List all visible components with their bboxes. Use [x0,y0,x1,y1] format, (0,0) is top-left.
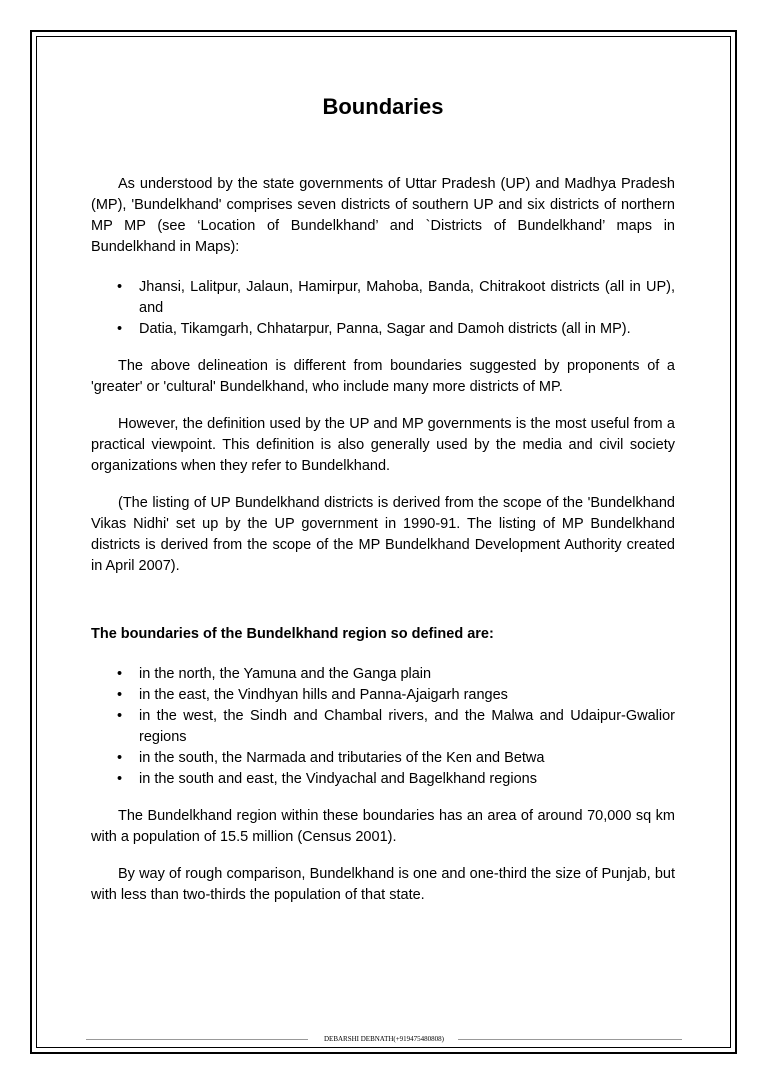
bullet-icon: • [117,279,123,295]
list-item: • in the south, the Narmada and tributaries of the Ken and Betwa [91,748,675,769]
paragraph-comparison: By way of rough comparison, Bundelkhand is one and one-third the size of Punjab, but with less than two-thirds the population of that state. [91,866,675,903]
section-heading: The boundaries of the Bundelkhand region so defined are: [91,626,494,642]
list-item: • in the south and east, the Vindyachal and Bagelkhand regions [91,769,675,790]
bullet-icon: • [117,321,123,337]
list-item: • in the north, the Yamuna and the Ganga plain [91,664,675,685]
bullet-icon: • [117,771,123,787]
bullet-icon: • [117,750,123,766]
page-footer [86,1033,682,1045]
list-item: • Datia, Tikamgarh, Chhatarpur, Panna, Sagar and Damoh districts (all in MP). [91,319,675,340]
list-item: • Jhansi, Lalitpur, Jalaun, Hamirpur, Mahoba, Banda, Chitrakoot districts (all in UP), and [117,279,675,316]
bullet-icon: • [117,666,123,682]
footer-rule-right [458,1039,682,1040]
districts-list [91,277,675,340]
paragraph-intro: As understood by the state governments of Uttar Pradesh (UP) and Madhya Pradesh (MP), 'Bundelkhand' comprises seven districts of southern UP and six districts of northern MP MP (see ‘Location of Bundelkhand’ and `Districts of Bundelkhand’ maps in Bundelkhand in Maps): [91,176,675,255]
paragraph-delineation: The above delineation is different from boundaries suggested by proponents of a 'greater' or 'cultural' Bundelkhand, who include many more districts of MP. [91,358,675,395]
footer-author: DEBARSHI DEBNATH(+919475480808) [323,1035,445,1043]
bullet-icon: • [117,687,123,703]
paragraph-listing: (The listing of UP Bundelkhand districts is derived from the scope of the 'Bundelkhand Vikas Nidhi' set up by the UP government in 1990-91. The listing of MP Bundelkhand districts is derived from the scope of the MP Bundelkhand Development Authority created in April 2007). [91,495,675,574]
boundaries-list [91,664,675,790]
bullet-icon: • [117,708,123,724]
paragraph-area: The Bundelkhand region within these boundaries has an area of around 70,000 sq km with a population of 15.5 million (Census 2001). [91,808,675,845]
list-item: • in the east, the Vindhyan hills and Panna-Ajaigarh ranges [91,685,675,706]
list-item: • in the west, the Sindh and Chambal rivers, and the Malwa and Udaipur-Gwalior regions [117,708,675,745]
page-title: Boundaries [322,94,444,119]
footer-rule-left [86,1039,308,1040]
document-body [91,88,675,906]
paragraph-definition: However, the definition used by the UP and MP governments is the most useful from a practical viewpoint. This definition is also generally used by the media and civil society organizations when they refer to Bundelkhand. [91,416,675,474]
